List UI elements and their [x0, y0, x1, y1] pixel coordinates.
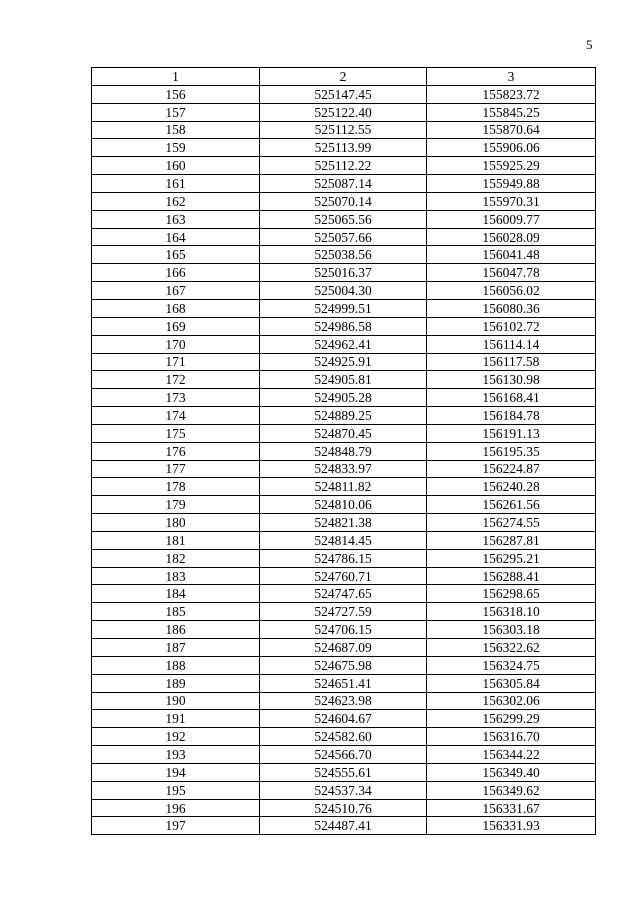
y-coordinate-cell: 156318.10 — [427, 603, 596, 621]
x-coordinate-cell: 524747.65 — [260, 585, 427, 603]
point-number-cell: 197 — [92, 817, 260, 835]
x-coordinate-cell: 525038.56 — [260, 246, 427, 264]
point-number-cell: 172 — [92, 371, 260, 389]
y-coordinate-cell: 156299.29 — [427, 710, 596, 728]
x-coordinate-cell: 524999.51 — [260, 299, 427, 317]
table-row — [92, 656, 596, 674]
x-coordinate-cell: 524814.45 — [260, 531, 427, 549]
table-row — [92, 103, 596, 121]
coordinates-table — [91, 67, 596, 835]
x-coordinate-cell: 524537.34 — [260, 781, 427, 799]
y-coordinate-cell: 156302.06 — [427, 692, 596, 710]
table-row — [92, 621, 596, 639]
y-coordinate-cell: 156080.36 — [427, 299, 596, 317]
table-row — [92, 728, 596, 746]
point-number-cell: 159 — [92, 139, 260, 157]
y-coordinate-cell: 156288.41 — [427, 567, 596, 585]
table-row — [92, 585, 596, 603]
x-coordinate-cell: 525112.22 — [260, 157, 427, 175]
point-number-cell: 190 — [92, 692, 260, 710]
point-number-cell: 195 — [92, 781, 260, 799]
y-coordinate-cell: 156184.78 — [427, 407, 596, 425]
x-coordinate-cell: 525057.66 — [260, 228, 427, 246]
point-number-cell: 161 — [92, 175, 260, 193]
x-coordinate-cell: 524986.58 — [260, 317, 427, 335]
x-coordinate-cell: 524687.09 — [260, 639, 427, 657]
table-row — [92, 817, 596, 835]
x-coordinate-cell: 524905.28 — [260, 389, 427, 407]
point-number-cell: 156 — [92, 85, 260, 103]
table-row — [92, 85, 596, 103]
table-row — [92, 567, 596, 585]
x-coordinate-cell: 524651.41 — [260, 674, 427, 692]
point-number-cell: 177 — [92, 460, 260, 478]
point-number-cell: 169 — [92, 317, 260, 335]
point-number-cell: 174 — [92, 407, 260, 425]
x-coordinate-cell: 524962.41 — [260, 335, 427, 353]
y-coordinate-cell: 156168.41 — [427, 389, 596, 407]
y-coordinate-cell: 156331.93 — [427, 817, 596, 835]
y-coordinate-cell: 156344.22 — [427, 746, 596, 764]
x-coordinate-cell: 525113.99 — [260, 139, 427, 157]
table-row — [92, 210, 596, 228]
x-coordinate-cell: 525016.37 — [260, 264, 427, 282]
table-row — [92, 710, 596, 728]
y-coordinate-cell: 156303.18 — [427, 621, 596, 639]
table-row — [92, 353, 596, 371]
y-coordinate-cell: 156349.62 — [427, 781, 596, 799]
y-coordinate-cell: 155970.31 — [427, 192, 596, 210]
table-row — [92, 603, 596, 621]
point-number-cell: 165 — [92, 246, 260, 264]
y-coordinate-cell: 156298.65 — [427, 585, 596, 603]
table-row — [92, 496, 596, 514]
x-coordinate-cell: 524925.91 — [260, 353, 427, 371]
x-coordinate-cell: 524487.41 — [260, 817, 427, 835]
table-row — [92, 246, 596, 264]
table-row — [92, 121, 596, 139]
y-coordinate-cell: 156047.78 — [427, 264, 596, 282]
point-number-cell: 181 — [92, 531, 260, 549]
point-number-cell: 179 — [92, 496, 260, 514]
x-coordinate-cell: 524833.97 — [260, 460, 427, 478]
x-coordinate-cell: 524582.60 — [260, 728, 427, 746]
y-coordinate-cell: 156117.58 — [427, 353, 596, 371]
table-row — [92, 674, 596, 692]
x-coordinate-cell: 524810.06 — [260, 496, 427, 514]
x-coordinate-cell: 524706.15 — [260, 621, 427, 639]
table-row — [92, 442, 596, 460]
table-row — [92, 478, 596, 496]
x-coordinate-cell: 524510.76 — [260, 799, 427, 817]
y-coordinate-cell: 155906.06 — [427, 139, 596, 157]
point-number-cell: 160 — [92, 157, 260, 175]
point-number-cell: 175 — [92, 424, 260, 442]
y-coordinate-cell: 156322.62 — [427, 639, 596, 657]
point-number-cell: 193 — [92, 746, 260, 764]
table-row — [92, 228, 596, 246]
table-row — [92, 424, 596, 442]
point-number-cell: 180 — [92, 514, 260, 532]
y-coordinate-cell: 156331.67 — [427, 799, 596, 817]
point-number-cell: 178 — [92, 478, 260, 496]
x-coordinate-cell: 524905.81 — [260, 371, 427, 389]
point-number-cell: 191 — [92, 710, 260, 728]
table-row — [92, 317, 596, 335]
point-number-cell: 168 — [92, 299, 260, 317]
table-row — [92, 299, 596, 317]
point-number-cell: 188 — [92, 656, 260, 674]
table-row — [92, 531, 596, 549]
table-row — [92, 763, 596, 781]
x-coordinate-cell: 525004.30 — [260, 282, 427, 300]
table-row — [92, 264, 596, 282]
x-coordinate-cell: 524889.25 — [260, 407, 427, 425]
y-coordinate-cell: 156240.28 — [427, 478, 596, 496]
table-row — [92, 407, 596, 425]
table-row — [92, 371, 596, 389]
point-number-cell: 184 — [92, 585, 260, 603]
x-coordinate-cell: 524760.71 — [260, 567, 427, 585]
point-number-cell: 187 — [92, 639, 260, 657]
y-coordinate-cell: 155870.64 — [427, 121, 596, 139]
y-coordinate-cell: 156305.84 — [427, 674, 596, 692]
column-header-2: 2 — [260, 68, 427, 86]
point-number-cell: 167 — [92, 282, 260, 300]
y-coordinate-cell: 156274.55 — [427, 514, 596, 532]
table-row — [92, 692, 596, 710]
x-coordinate-cell: 524727.59 — [260, 603, 427, 621]
y-coordinate-cell: 155925.29 — [427, 157, 596, 175]
table-row — [92, 799, 596, 817]
point-number-cell: 192 — [92, 728, 260, 746]
table-row — [92, 460, 596, 478]
table-row — [92, 282, 596, 300]
point-number-cell: 185 — [92, 603, 260, 621]
y-coordinate-cell: 156056.02 — [427, 282, 596, 300]
x-coordinate-cell: 525147.45 — [260, 85, 427, 103]
table-row — [92, 639, 596, 657]
table-row — [92, 746, 596, 764]
table-row — [92, 514, 596, 532]
point-number-cell: 194 — [92, 763, 260, 781]
y-coordinate-cell: 156130.98 — [427, 371, 596, 389]
point-number-cell: 189 — [92, 674, 260, 692]
y-coordinate-cell: 156195.35 — [427, 442, 596, 460]
point-number-cell: 163 — [92, 210, 260, 228]
point-number-cell: 162 — [92, 192, 260, 210]
x-coordinate-cell: 524821.38 — [260, 514, 427, 532]
x-coordinate-cell: 524604.67 — [260, 710, 427, 728]
point-number-cell: 170 — [92, 335, 260, 353]
y-coordinate-cell: 156316.70 — [427, 728, 596, 746]
x-coordinate-cell: 524848.79 — [260, 442, 427, 460]
y-coordinate-cell: 156191.13 — [427, 424, 596, 442]
y-coordinate-cell: 156224.87 — [427, 460, 596, 478]
x-coordinate-cell: 525087.14 — [260, 175, 427, 193]
point-number-cell: 173 — [92, 389, 260, 407]
table-row — [92, 335, 596, 353]
x-coordinate-cell: 525122.40 — [260, 103, 427, 121]
page-number: 5 — [586, 37, 593, 52]
table-body — [92, 85, 596, 834]
point-number-cell: 183 — [92, 567, 260, 585]
x-coordinate-cell: 524786.15 — [260, 549, 427, 567]
x-coordinate-cell: 525070.14 — [260, 192, 427, 210]
table-row — [92, 389, 596, 407]
point-number-cell: 171 — [92, 353, 260, 371]
y-coordinate-cell: 156041.48 — [427, 246, 596, 264]
y-coordinate-cell: 156028.09 — [427, 228, 596, 246]
point-number-cell: 164 — [92, 228, 260, 246]
point-number-cell: 196 — [92, 799, 260, 817]
y-coordinate-cell: 156102.72 — [427, 317, 596, 335]
y-coordinate-cell: 155949.88 — [427, 175, 596, 193]
x-coordinate-cell: 525112.55 — [260, 121, 427, 139]
y-coordinate-cell: 156261.56 — [427, 496, 596, 514]
header-row — [92, 68, 596, 86]
column-header-3: 3 — [427, 68, 596, 86]
x-coordinate-cell: 524870.45 — [260, 424, 427, 442]
x-coordinate-cell: 525065.56 — [260, 210, 427, 228]
x-coordinate-cell: 524555.61 — [260, 763, 427, 781]
y-coordinate-cell: 155845.25 — [427, 103, 596, 121]
table-row — [92, 175, 596, 193]
point-number-cell: 182 — [92, 549, 260, 567]
point-number-cell: 176 — [92, 442, 260, 460]
y-coordinate-cell: 156114.14 — [427, 335, 596, 353]
y-coordinate-cell: 156287.81 — [427, 531, 596, 549]
y-coordinate-cell: 156324.75 — [427, 656, 596, 674]
table-row — [92, 139, 596, 157]
y-coordinate-cell: 156295.21 — [427, 549, 596, 567]
column-header-1: 1 — [92, 68, 260, 86]
y-coordinate-cell: 156009.77 — [427, 210, 596, 228]
x-coordinate-cell: 524566.70 — [260, 746, 427, 764]
x-coordinate-cell: 524675.98 — [260, 656, 427, 674]
point-number-cell: 158 — [92, 121, 260, 139]
point-number-cell: 186 — [92, 621, 260, 639]
point-number-cell: 166 — [92, 264, 260, 282]
x-coordinate-cell: 524811.82 — [260, 478, 427, 496]
table-header — [92, 68, 596, 86]
x-coordinate-cell: 524623.98 — [260, 692, 427, 710]
table-row — [92, 192, 596, 210]
y-coordinate-cell: 155823.72 — [427, 85, 596, 103]
table-row — [92, 781, 596, 799]
table-row — [92, 549, 596, 567]
point-number-cell: 157 — [92, 103, 260, 121]
table-row — [92, 157, 596, 175]
y-coordinate-cell: 156349.40 — [427, 763, 596, 781]
